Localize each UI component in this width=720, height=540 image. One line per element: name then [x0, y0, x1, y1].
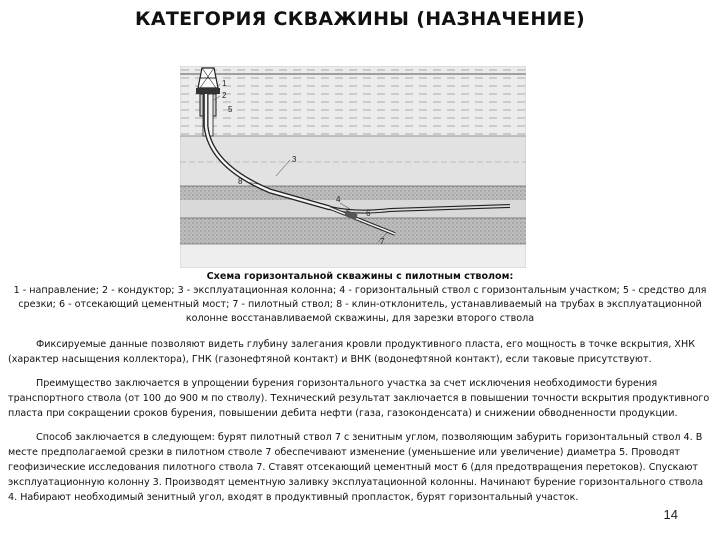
label-2: 2 [222, 91, 227, 100]
label-1: 1 [222, 79, 227, 88]
label-7: 7 [380, 237, 385, 246]
label-8: 8 [238, 177, 243, 186]
stratum-dark-1 [180, 186, 526, 200]
stratum-top [180, 66, 526, 136]
stratum-dark-2 [180, 218, 526, 244]
label-5: 5 [228, 105, 233, 114]
label-6: 6 [366, 209, 371, 218]
stratum-middle [180, 136, 526, 186]
paragraph-1: Фиксируемые данные позволяют видеть глубину залегания кровли продуктивного пласта, его мощность в точке вскрытия, ХНК (характер насыщения коллектора), ГНК (газонефтяной контакт) и ВНК (водонефтяной контакт), если таковые присутствуют. [8, 339, 696, 365]
caption-title: Схема горизонтальной скважины с пилотным стволом: [206, 271, 514, 282]
well-diagram [180, 66, 526, 268]
caption-body: 1 - направление; 2 - кондуктор; 3 - эксплуатационная колонна; 4 - горизонтальный ствол с горизонтальным участком; 5 - средство для срезки; 6 - отсекающий цементный мост; 7 - пилотный ствол; 8 - клин-отклонитель, устанавливаемый на трубах в эксплуатационной колонне восстанавливаемой скважины, для зарезки второго ствола [13, 285, 707, 324]
slide-title: КАТЕГОРИЯ СКВАЖИНЫ (НАЗНАЧЕНИЕ) [134, 8, 586, 30]
figure-caption [6, 270, 714, 326]
label-3: 3 [292, 155, 297, 164]
page-number: 14 [663, 507, 678, 522]
stratum-bottom [180, 244, 526, 268]
label-4: 4 [336, 195, 341, 204]
paragraph-3: Способ заключается в следующем: бурят пилотный ствол 7 с зенитным углом, позволяющим забурить горизонтальный ствол 4. В месте предполагаемой срезки в пилотном стволе 7 обеспечивают изменение (уменьшение или увеличение) диаметра 5. Проводят геофизические исследования пилотного ствола 7. Ставят отсекающий цементный мост 6 (для предотвращения перетоков). Спускают эксплуатационную колонну 3. Производят цементную заливку эксплуатационной колонны. Начинают бурение горизонтального ствола 4. Набирают необходимый зенитный угол, входят в продуктивный пропласток, бурят горизонтальный участок. [8, 432, 704, 503]
paragraph-2: Преимущество заключается в упрощении бурения горизонтального участка за счет исключения необходимости бурения транспортного ствола (от 100 до 900 м по стволу). Технический результат заключается в повышении точности вскрытия продуктивного пласта при сокращении сроков бурения, повышении дебита нефти (газа, газоконденсата) и снижении обводненности продукции. [8, 378, 710, 419]
